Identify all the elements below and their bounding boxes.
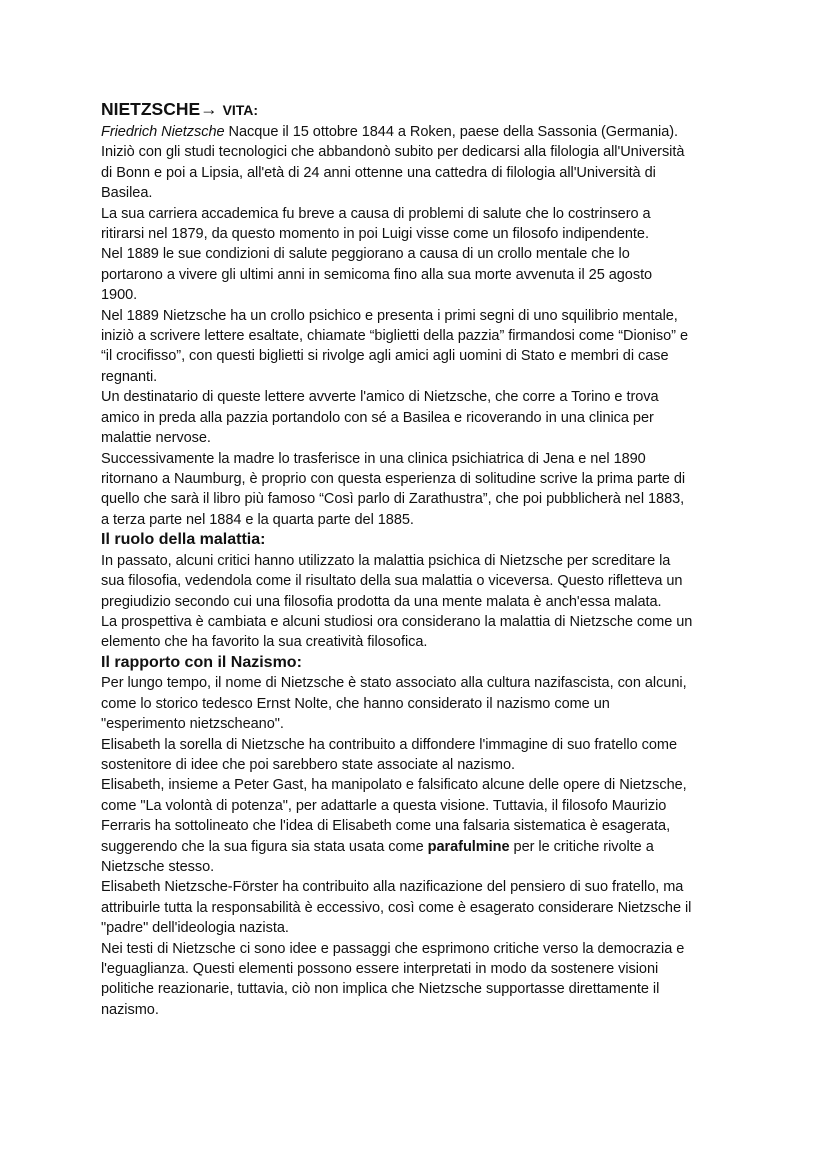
bold-term: parafulmine <box>427 838 510 855</box>
paragraph-line: ritornano a Naumburg, è proprio con questa esperienza di solitudine scrive la prima parte di <box>101 470 686 487</box>
section-heading-nazismo: Il rapporto con il Nazismo: <box>101 653 302 671</box>
paragraph-line: Basilea. <box>101 185 153 202</box>
paragraph-line: l'eguaglianza. Questi elementi possono essere interpretati in modo da sostenere visioni <box>101 961 659 978</box>
paragraph-line: Ferraris ha sottolineato che l'idea di Elisabeth come una falsaria sistematica è esagerata, <box>101 818 671 835</box>
paragraph-line <box>101 122 788 142</box>
paragraph-line: regnanti. <box>101 368 158 385</box>
paragraph-line: elemento che ha favorito la sua creatività filosofica. <box>101 634 428 651</box>
paragraph-line: quello che sarà il libro più famoso “Così parlo di Zarathustra”, che poi pubblicherà nel 1883, <box>101 491 685 508</box>
paragraph-line: Nel 1889 Nietzsche ha un crollo psichico e presenta i primi segni di uno squilibrio mentale, <box>101 307 678 324</box>
paragraph-line: amico in preda alla pazzia portandolo con sé a Basilea e ricoverando in una clinica per <box>101 409 654 426</box>
paragraph-text: per le critiche rivolte a <box>509 838 654 855</box>
section-malattia <box>101 551 788 653</box>
paragraph-line: sostenitore di idee che poi sarebbero state associate al nazismo. <box>101 756 516 773</box>
paragraph-line: come "La volontà di potenza", per adattarle a questa visione. Tuttavia, il filosofo Maurizio <box>101 797 667 814</box>
paragraph-line: attribuirle tutta la responsabilità è eccessivo, così come è esagerato considerare Nietzsche il <box>101 899 692 916</box>
paragraph-line: "esperimento nietzscheano". <box>101 716 284 733</box>
paragraph-line: Successivamente la madre lo trasferisce in una clinica psichiatrica di Jena e nel 1890 <box>101 450 646 467</box>
paragraph-line: pregiudizio secondo cui una filosofia prodotta da una mente malata è anch'essa malata. <box>101 593 662 610</box>
paragraph-line: “il crocifisso”, con questi biglietti si rivolge agli amici agli uomini di Stato e membri di case <box>101 348 669 365</box>
paragraph-line: politiche reazionarie, tuttavia, ciò non implica che Nietzsche supportasse direttamente il <box>101 981 660 998</box>
paragraph-line: Elisabeth, insieme a Peter Gast, ha manipolato e falsificato alcune delle opere di Nietzsche, <box>101 777 687 794</box>
paragraph-line: "padre" dell'ideologia nazista. <box>101 920 289 937</box>
paragraph-line: Nei testi di Nietzsche ci sono idee e passaggi che esprimono critiche verso la democrazia e <box>101 940 685 957</box>
paragraph-line: a terza parte nel 1884 e la quarta parte del 1885. <box>101 511 414 528</box>
paragraph-line: Per lungo tempo, il nome di Nietzsche è stato associato alla cultura nazifascista, con alcuni, <box>101 675 687 692</box>
section-heading-malattia: Il ruolo della malattia: <box>101 531 266 549</box>
paragraph-line <box>101 837 788 857</box>
paragraph-line: iniziò a scrivere lettere esaltate, chiamate “biglietti della pazzia” firmandosi come “Dioniso” e <box>101 328 688 345</box>
paragraph-line: sua filosofia, vedendola come il risultato della sua malattia o viceversa. Questo rifletteva un <box>101 573 683 590</box>
paragraph-line: Nietzsche stesso. <box>101 859 215 875</box>
page-title <box>101 97 788 122</box>
paragraph-line: Un destinatario di queste lettere avverte l'amico di Nietzsche, che corre a Torino e trova <box>101 389 659 406</box>
paragraph-line: portarono a vivere gli ultimi anni in semicoma fino alla sua morte avvenuta il 25 agosto <box>101 266 653 283</box>
paragraph-line: nazismo. <box>101 1001 159 1018</box>
paragraph-line: come lo storico tedesco Ernst Nolte, che hanno considerato il nazismo come un <box>101 695 610 712</box>
paragraph-text: suggerendo che la sua figura sia stata usata come <box>101 838 428 855</box>
paragraph-line: di Bonn e poi a Lipsia, all'età di 24 anni ottenne una cattedra di filologia all'Università di <box>101 164 656 181</box>
author-name: Friedrich Nietzsche <box>101 124 225 140</box>
paragraph-line: Iniziò con gli studi tecnologici che abbandonò subito per dedicarsi alla filologia all'Università <box>101 144 685 161</box>
paragraph-line: La sua carriera accademica fu breve a causa di problemi di salute che lo costrinsero a <box>101 205 651 222</box>
paragraph-line: ritirarsi nel 1879, da questo momento in poi Luigi visse come un filosofo indipendente. <box>101 226 649 243</box>
section-nazismo <box>101 673 788 1020</box>
paragraph-text: Nacque il 15 ottobre 1844 a Roken, paese della Sassonia (Germania). <box>224 124 679 140</box>
paragraph-line: In passato, alcuni critici hanno utilizzato la malattia psichica di Nietzsche per screditare la <box>101 552 671 569</box>
paragraph-line: malattie nervose. <box>101 430 211 447</box>
paragraph-line: Nel 1889 le sue condizioni di salute peggiorano a causa di un crollo mentale che lo <box>101 246 630 263</box>
title-main: NIETZSCHE→ <box>101 99 218 119</box>
paragraph-line: La prospettiva è cambiata e alcuni studiosi ora considerano la malattia di Nietzsche come un <box>101 613 693 630</box>
paragraph-line: 1900. <box>101 287 138 304</box>
paragraph-line: Elisabeth la sorella di Nietzsche ha contribuito a diffondere l'immagine di suo fratello come <box>101 736 678 753</box>
paragraph-line: Elisabeth Nietzsche-Förster ha contribuito alla nazificazione del pensiero di suo fratello, ma <box>101 879 684 896</box>
title-sub: VITA: <box>222 102 259 118</box>
section-vita <box>101 122 788 530</box>
